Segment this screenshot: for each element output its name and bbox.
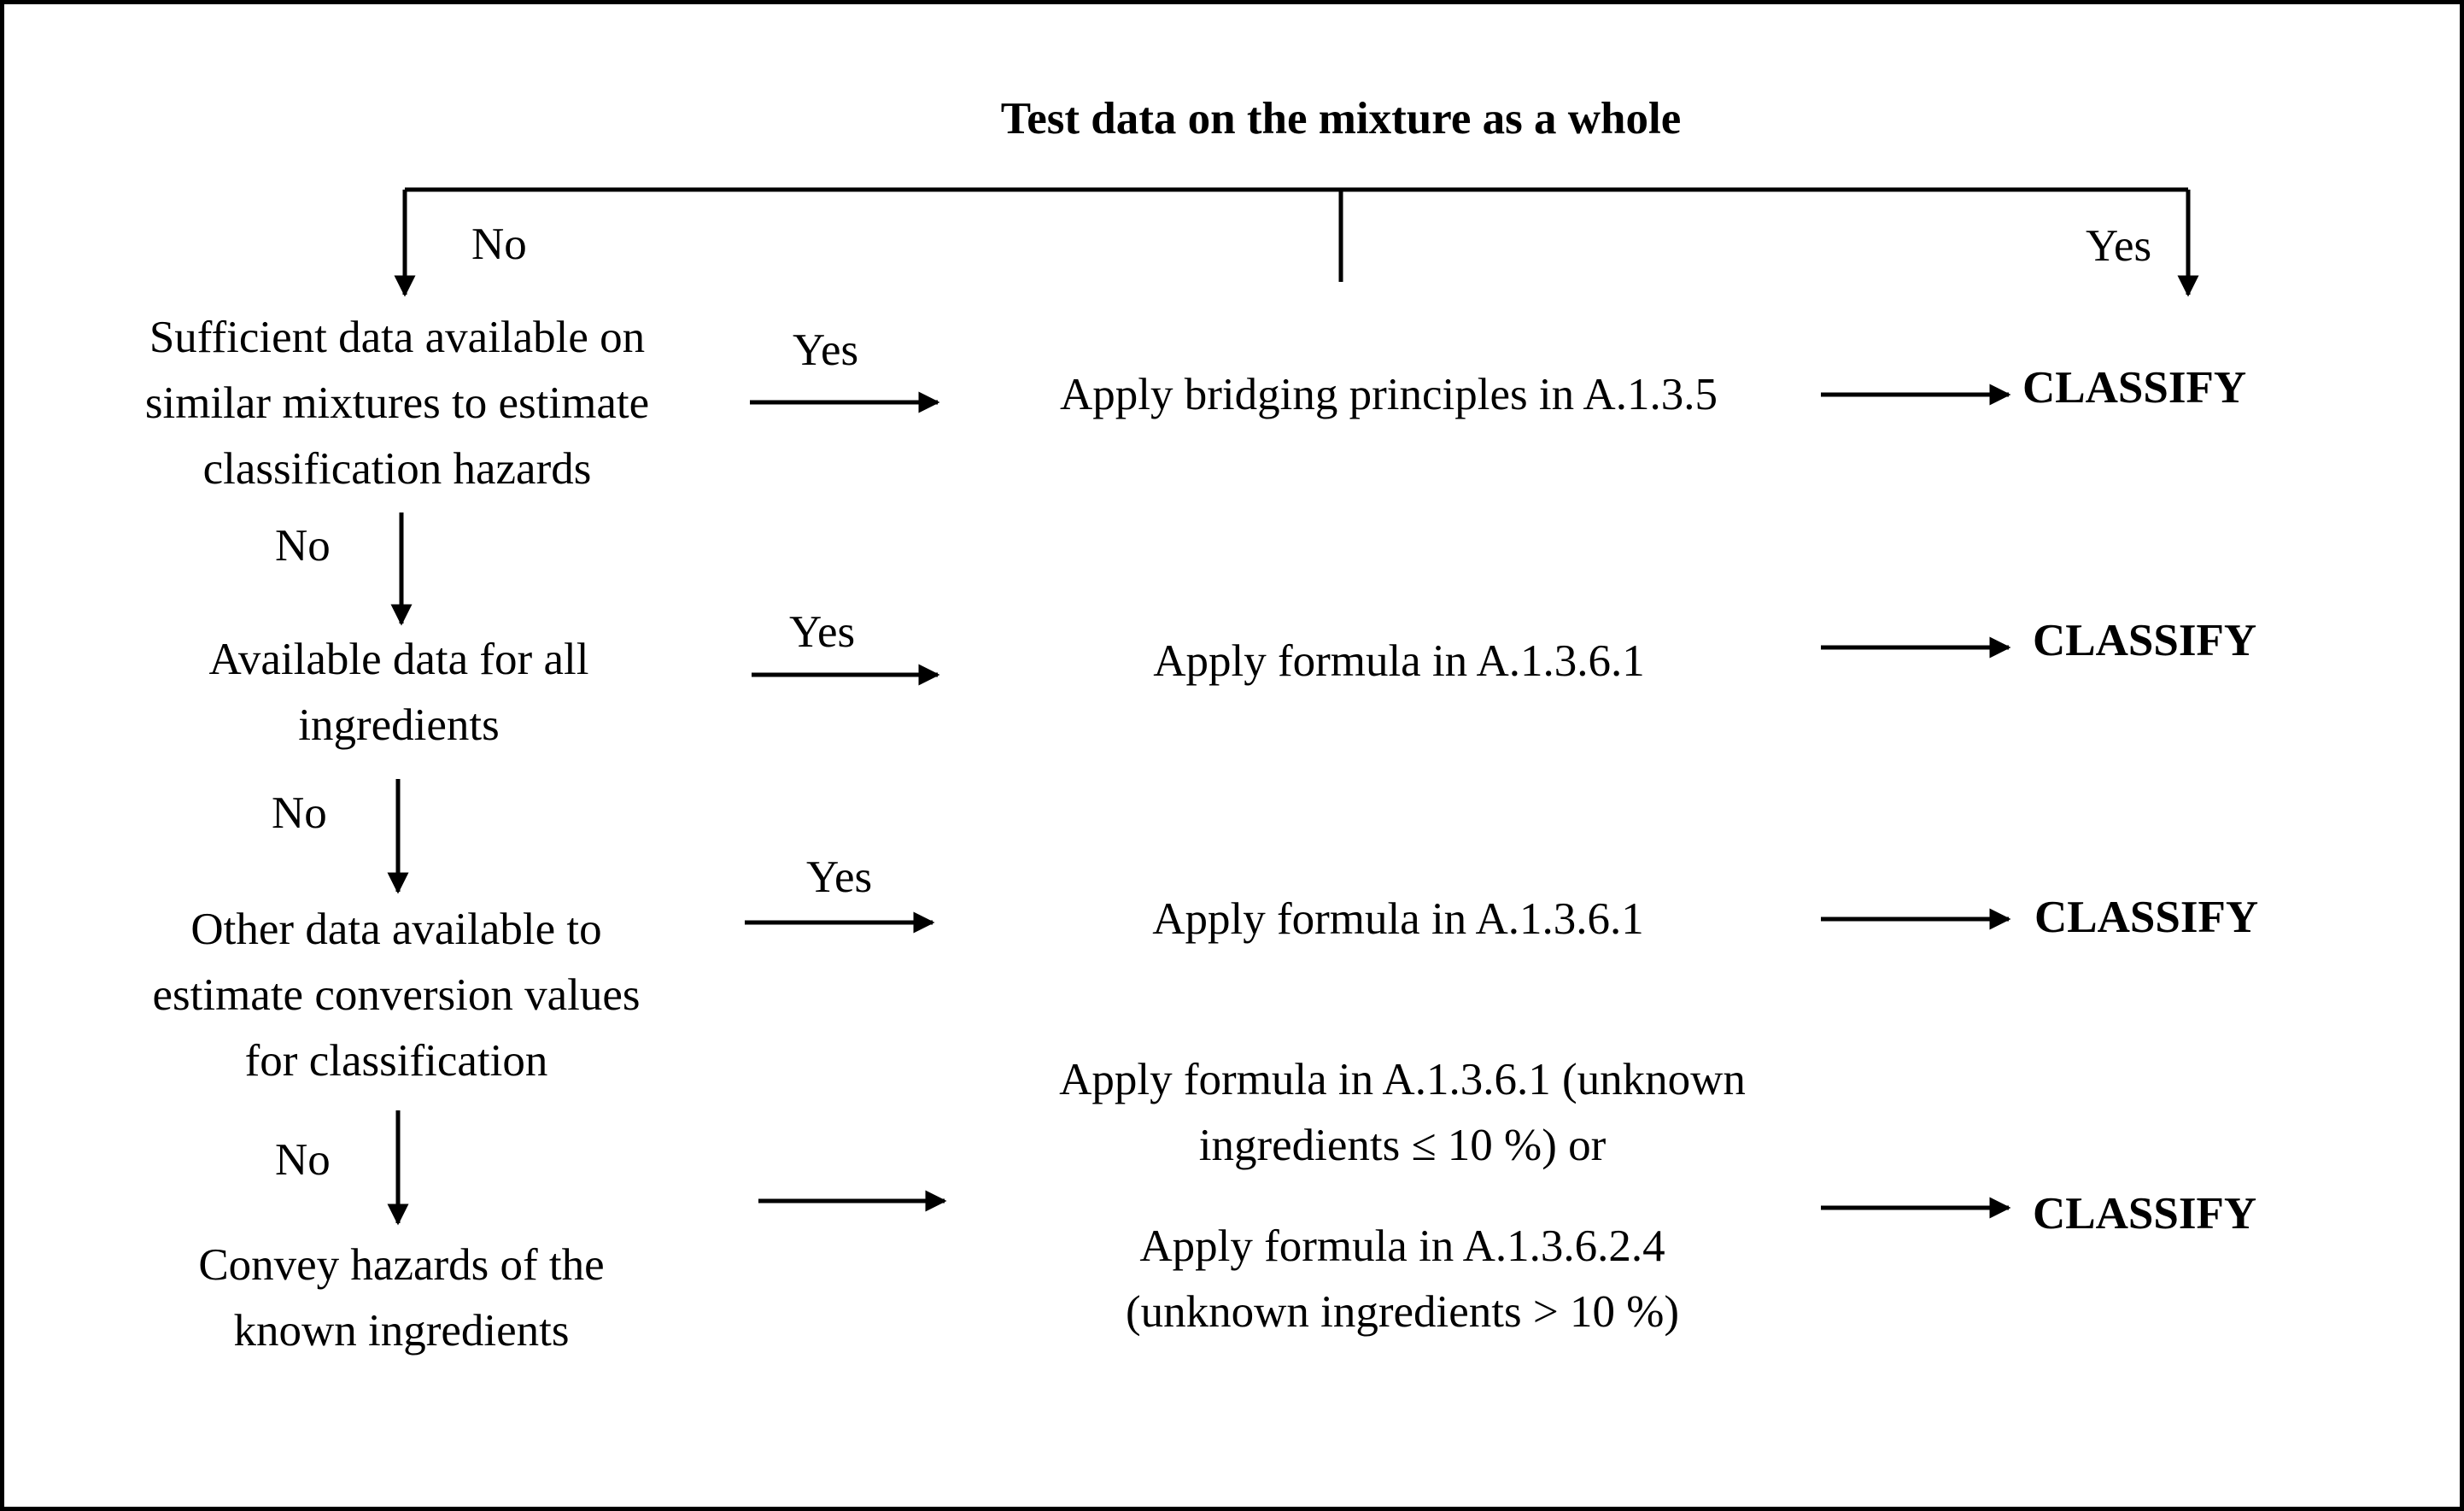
decision-4-line-1: Convey hazards of the (198, 1240, 605, 1290)
decision-1-line-3: classification hazards (202, 444, 592, 494)
decision-4-line-2: known ingredients (233, 1306, 570, 1356)
action-4-line-4: (unknown ingredients > 10 %) (1125, 1287, 1680, 1337)
decision-2 (57, 627, 740, 758)
decision-3-line-3: for classification (244, 1036, 548, 1086)
decision-3-line-1: Other data available to (190, 905, 602, 954)
classify-outcome-1: CLASSIFY (2022, 363, 2247, 413)
action-4-line-2: ingredients ≤ 10 %) or (1198, 1121, 1607, 1170)
action-4 (975, 1047, 1829, 1345)
no-label-3: No (275, 1135, 331, 1185)
decision-2-line-2: ingredients (298, 700, 500, 750)
yes-label-2: Yes (789, 607, 856, 657)
no-label-1: No (275, 521, 331, 571)
classify-outcome-2: CLASSIFY (2033, 616, 2257, 665)
action-4-line-1: Apply formula in A.1.3.6.1 (unknown (1059, 1055, 1746, 1104)
yes-label-1: Yes (793, 325, 859, 375)
top-question: Test data on the mixture as a whole (1000, 94, 1682, 143)
top-no-label: No (471, 220, 527, 269)
decision-1 (56, 305, 739, 502)
decision-4 (60, 1233, 743, 1364)
action-3: Apply formula in A.1.3.6.1 (1152, 894, 1644, 944)
yes-label-3: Yes (806, 852, 873, 902)
classify-outcome-3: CLASSIFY (2034, 893, 2259, 942)
decision-3 (55, 897, 738, 1094)
action-1: Apply bridging principles in A.1.3.5 (1060, 370, 1718, 419)
action-4-line-3: Apply formula in A.1.3.6.2.4 (1139, 1221, 1665, 1271)
decision-1-line-1: Sufficient data available on (149, 313, 646, 362)
decision-2-line-1: Available data for all (208, 635, 589, 684)
no-label-2: No (272, 788, 327, 838)
action-2: Apply formula in A.1.3.6.1 (1153, 636, 1645, 686)
top-yes-label: Yes (2086, 221, 2152, 271)
decision-3-line-2: estimate conversion values (152, 970, 641, 1020)
classify-outcome-4: CLASSIFY (2033, 1189, 2257, 1239)
decision-1-line-2: similar mixtures to estimate (144, 378, 650, 428)
